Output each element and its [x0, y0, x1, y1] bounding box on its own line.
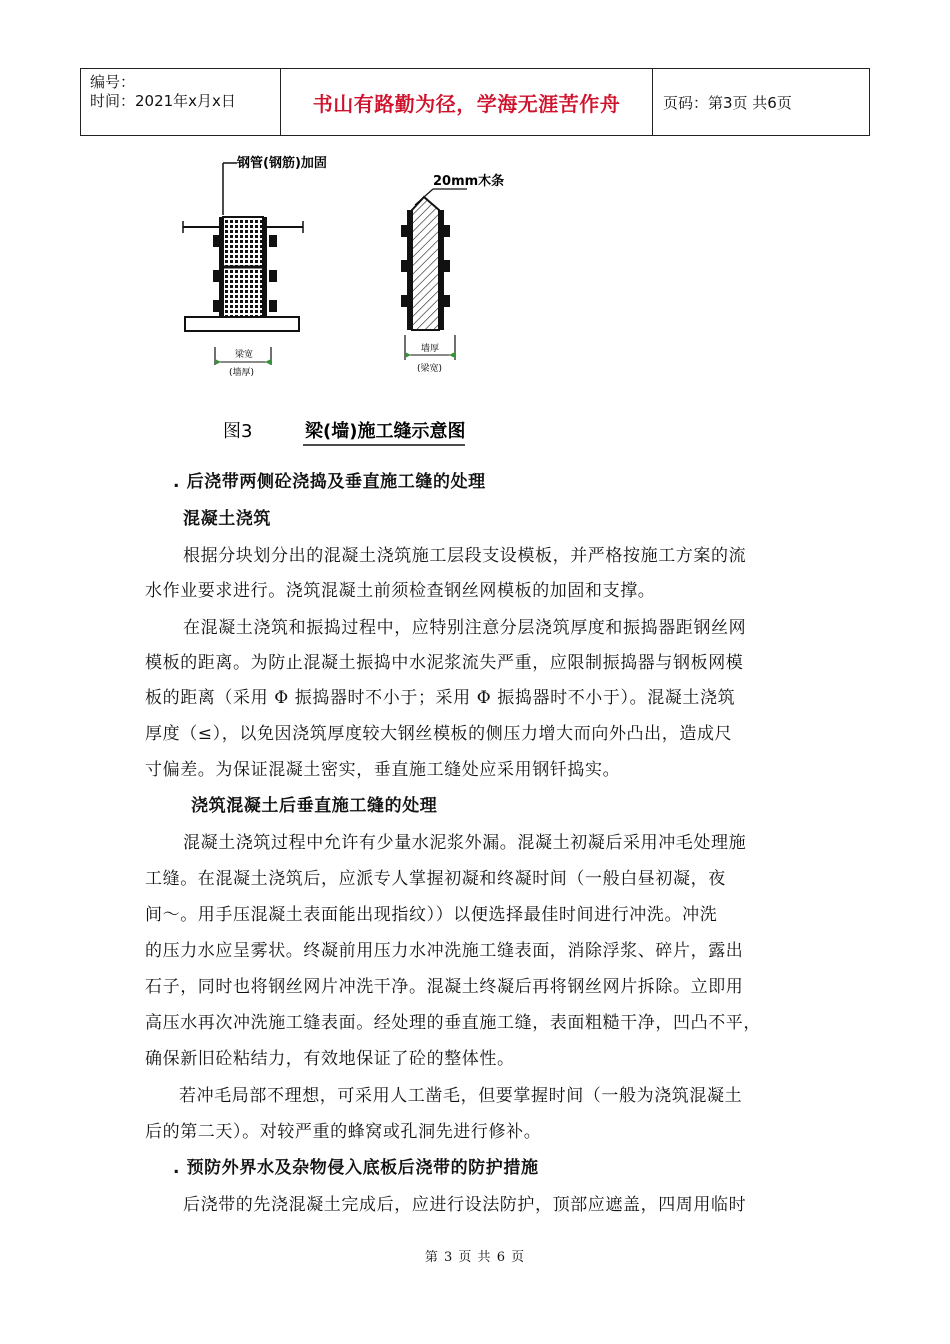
- paragraph-line: 高压水再次冲洗施工缝表面。经处理的垂直施工缝，表面粗糙干净，凹凸不平，: [145, 1013, 761, 1033]
- page-footer: 第 3 页 共 6 页: [424, 1250, 526, 1265]
- paragraph-line: 确保新旧砼粘结力，有效地保证了砼的整体性。: [145, 1049, 515, 1069]
- paragraph-line: 后浇带的先浇混凝土完成后，应进行设法防护，顶部应遮盖，四周用临时: [183, 1195, 747, 1215]
- header-page-info: 页码：第3页 共6页: [663, 93, 792, 112]
- header-motto: 书山有路勤为径，学海无涯苦作舟: [281, 69, 653, 135]
- paragraph-line: 的压力水应呈雾状。终凝前用压力水冲洗施工缝表面，消除浮浆、碎片，露出: [145, 941, 744, 961]
- paragraph-line: 板的距离（采用 Φ 振捣器时不小于；采用 Φ 振捣器时不小于）。混凝土浇筑: [145, 688, 736, 708]
- wall-section-drawing: [401, 173, 504, 374]
- subsection-heading: 浇筑混凝土后垂直施工缝的处理: [191, 796, 438, 816]
- label-steel-reinforce: 钢管(钢筋)加固: [237, 156, 327, 171]
- paragraph-line: 混凝土浇筑过程中允许有少量水泥浆外漏。混凝土初凝后采用冲毛处理施: [183, 833, 747, 853]
- subsection-heading: 混凝土浇筑: [183, 509, 271, 529]
- time-label: 时间：2021年x月x日: [90, 92, 236, 110]
- figure-number: 图3: [223, 421, 253, 442]
- paragraph-line: 间～。用手压混凝土表面能出现指纹））以便选择最佳时间进行冲洗。冲洗: [145, 905, 718, 925]
- paragraph-line: 寸偏差。为保证混凝土密实，垂直施工缝处应采用钢钎捣实。: [145, 760, 621, 780]
- paragraph-line: 若冲毛局部不理想，可采用人工凿毛，但要掌握时间（一般为浇筑混凝土: [179, 1086, 743, 1106]
- dim-right-width: 墙厚: [421, 344, 440, 354]
- dim-left-alt: (墙厚): [229, 368, 255, 378]
- figure-caption: 梁(墙)施工缝示意图: [305, 421, 466, 442]
- paragraph-line: 在混凝土浇筑和振捣过程中，应特别注意分层浇筑厚度和振捣器距钢丝网: [183, 618, 747, 638]
- section-heading: . 后浇带两侧砼浇捣及垂直施工缝的处理: [173, 472, 486, 492]
- paragraph-line: 根据分块划分出的混凝土浇筑施工层段支设模板，并严格按施工方案的流: [183, 546, 747, 566]
- beam-section-drawing: [183, 155, 327, 378]
- paragraph-line: 后的第二天）。对较严重的蜂窝或孔洞先进行修补。: [145, 1122, 542, 1142]
- dim-right-alt: (梁宽): [417, 364, 443, 374]
- dim-left-width: 梁宽: [235, 350, 254, 360]
- paragraph-line: 石子，同时也将钢丝网片冲洗干净。混凝土终凝后再将钢丝网片拆除。立即用: [145, 977, 744, 997]
- header-meta: [81, 69, 281, 135]
- paragraph-line: 模板的距离。为防止混凝土振捣中水泥浆流失严重，应限制振捣器与钢板网模: [145, 653, 744, 673]
- paragraph-line: 厚度（≤），以免因浇筑厚度较大钢丝模板的侧压力增大而向外凸出，造成尺: [145, 724, 733, 744]
- section-heading: . 预防外界水及杂物侵入底板后浇带的防护措施: [173, 1158, 539, 1178]
- construction-joint-figure: [175, 155, 505, 455]
- page-header: [80, 68, 870, 136]
- code-label: 编号：: [90, 73, 136, 91]
- paragraph-line: 工缝。在混凝土浇筑后，应派专人掌握初凝和终凝时间（一般白昼初凝，夜: [145, 869, 726, 889]
- label-wood-strip: 20mm木条: [433, 174, 505, 189]
- paragraph-line: 水作业要求进行。浇筑混凝土前须检查钢丝网模板的加固和支撑。: [145, 581, 656, 601]
